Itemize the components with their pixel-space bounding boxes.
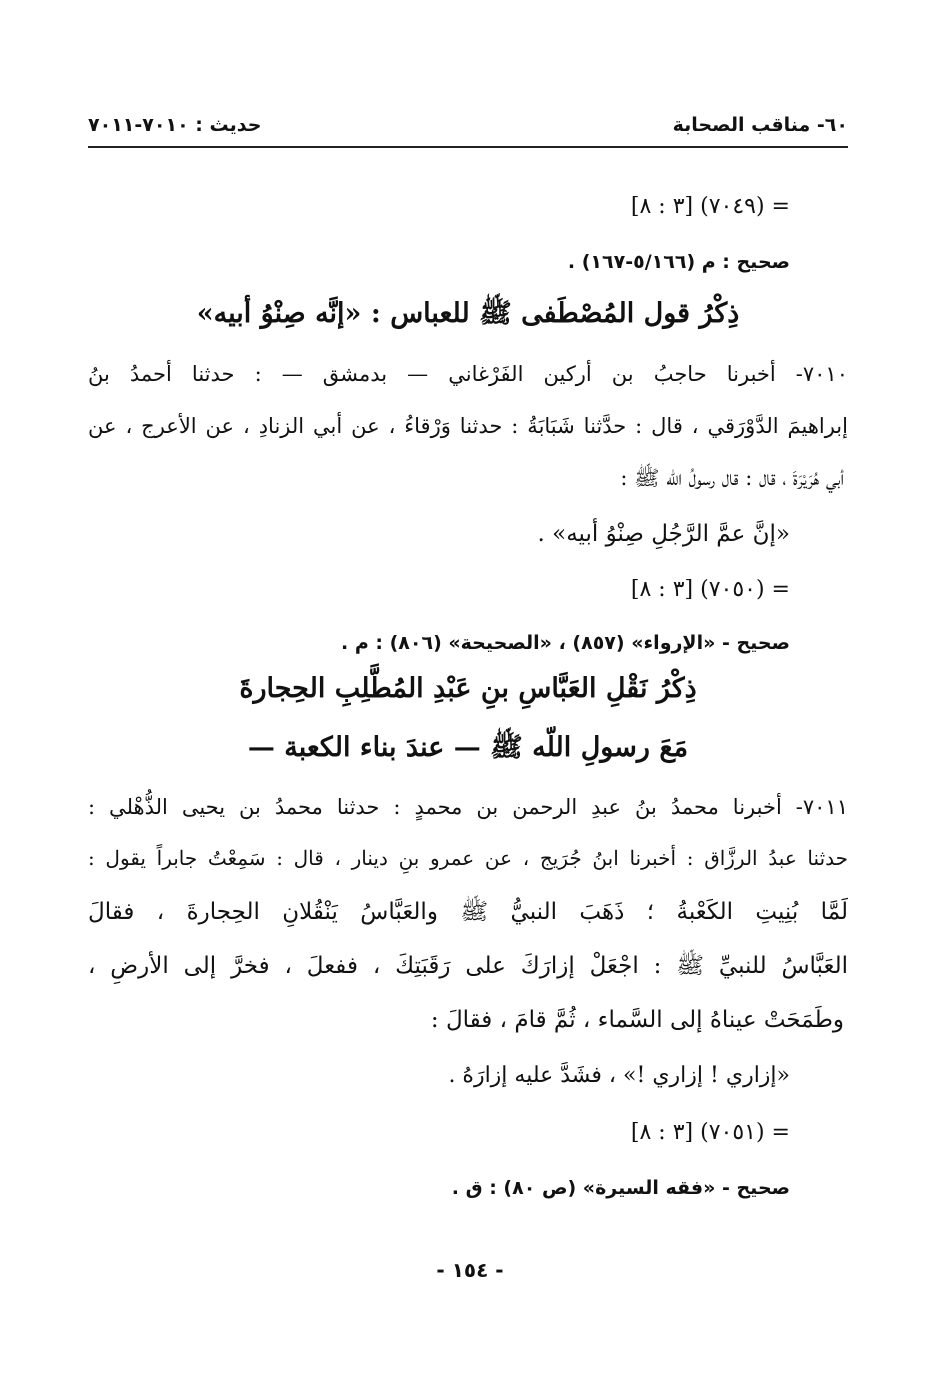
reference-7051: = (٧٠٥١) [٣ : ٨] (630, 1120, 790, 1145)
hadith-7011-line-3: لَمَّا بُنِيتِ الكَعْبةُ ؛ ذَهَبَ النبيُّ ﷺ والعَبَّاسُ يَنْقُلانِ الحِجارةَ ، فقالَ (88, 899, 848, 925)
hadith-7010-line-1: ٧٠١٠- أخبرنا حاجبُ بن أركين الفَرْغاني — بدمشق — : حدثنا أحمدُ بنُ (88, 362, 848, 386)
hadith-7011-line-2: حدثنا عبدُ الرزَّاق : أخبرنا ابنُ جُرَيج ، عن عمرو بنِ دينار ، قال : سَمِعْتُ جابراً يقول : (88, 846, 848, 870)
hadith-7011-quote: «إزاري ! إزاري !» ، فشَدَّ عليه إزارَهُ . (448, 1063, 790, 1088)
hadith-7011-line-1: ٧٠١١- أخبرنا محمدُ بنُ عبدِ الرحمن بن محمدٍ : حدثنا محمدُ بن يحيى الذُّهْلي : (88, 795, 848, 819)
chapter-title: ٦٠- مناقب الصحابة (672, 114, 848, 136)
hadith-range: حديث : ٧٠١٠-٧٠١١ (88, 114, 262, 136)
grade-7049: صحيح : م (٥/١٦٦-١٦٧) . (567, 251, 790, 273)
grade-7050: صحيح - «الإرواء» (٨٥٧) ، «الصحيحة» (٨٠٦) : م . (341, 632, 790, 654)
section-heading-2b: مَعَ رسولِ اللّه ﷺ — عندَ بناء الكعبة — (247, 732, 689, 763)
header-divider (88, 146, 848, 148)
section-heading-2a: ذِكْرُ نَقْلِ العَبَّاسِ بنِ عَبْدِ المُطَّلِبِ الحِجارةَ (239, 673, 697, 704)
hadith-7011-line-4: العَبَّاسُ للنبيِّ ﷺ : اجْعَلْ إزارَكَ على رَقَبَتِكَ ، ففعلَ ، فخرَّ إلى الأرضِ ، (88, 953, 848, 979)
reference-7050: = (٧٠٥٠) [٣ : ٨] (630, 577, 790, 602)
hadith-7010-quote: «إنَّ عمَّ الرَّجُلِ صِنْوُ أبيه» . (537, 521, 790, 547)
grade-7051: صحيح - «فقه السيرة» (ص ٨٠) : ق . (451, 1177, 790, 1199)
reference-7049: = (٧٠٤٩) [٣ : ٨] (630, 194, 790, 219)
page-number: - ١٥٤ - (436, 1258, 504, 1282)
running-header (88, 108, 848, 142)
section-heading-1: ذِكْرُ قول المُصْطَفى ﷺ للعباس : «إنَّه صِنْوُ أبيه» (196, 298, 740, 329)
hadith-7011-line-5: وطَمَحَتْ عيناهُ إلى السَّماء ، ثُمَّ قامَ ، فقالَ : (430, 1007, 844, 1033)
hadith-7010-line-3: أبي هُرَيْرَةَ ، قال : قال رسولُ اللّه ﷺ : (620, 466, 844, 490)
hadith-7010-line-2: إبراهيمَ الدَّوْرَقي ، قال : حدَّثنا شَبَابَةُ : حدثنا وَرْقاءُ ، عن أبي الزنادِ ، عن الأعرج ، عن (88, 414, 848, 438)
